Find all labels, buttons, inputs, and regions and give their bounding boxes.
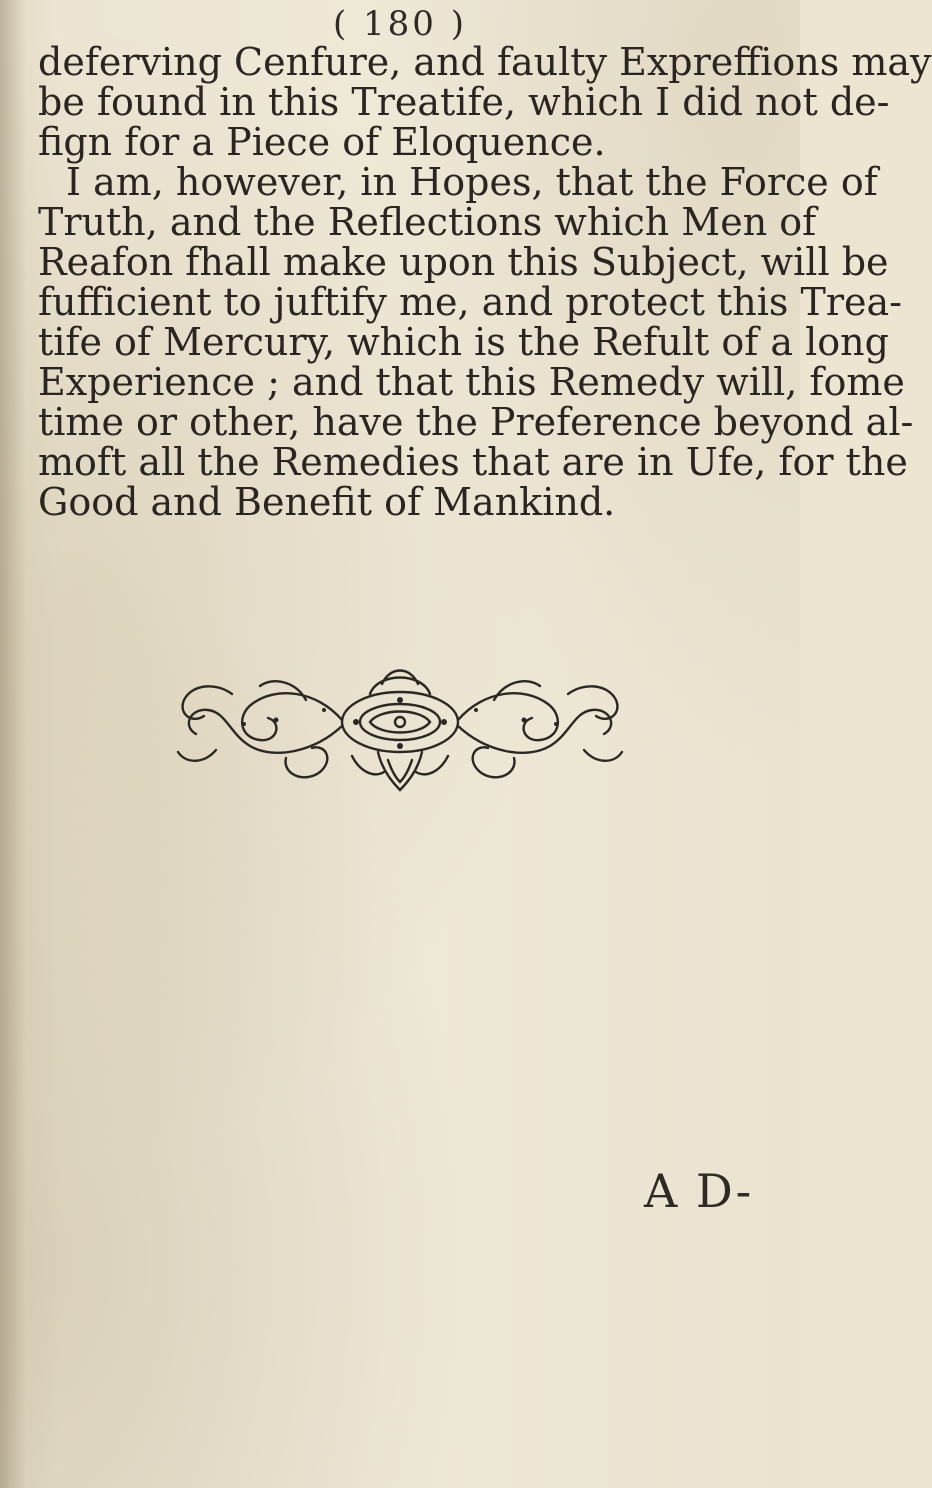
text-line: moft all the Remedies that are in Ufe, for the (38, 440, 908, 484)
text-line: Good and Benefit of Mankind. (38, 480, 616, 524)
text-line: be found in this Treatife, which I did not de- (38, 80, 890, 124)
text-line: Experience ; and that this Remedy will, fome (38, 360, 905, 404)
text-line: tife of Mercury, which is the Refult of a long (38, 320, 889, 364)
page-gutter-shadow (0, 0, 26, 1488)
catchword: A D- (644, 1164, 754, 1218)
text-line: fufficient to juftify me, and protect this Trea- (38, 280, 902, 324)
text-line: fign for a Piece of Eloquence. (38, 120, 606, 164)
text-line: Reafon fhall make upon this Subject, will be (38, 240, 889, 284)
body-text (38, 40, 932, 524)
text-line: deferving Cenfure, and faulty Expreffions may (38, 40, 932, 84)
page-number: ( 180 ) (332, 4, 468, 44)
text-line: I am, however, in Hopes, that the Force of (66, 160, 878, 204)
text-line: time or other, have the Preference beyond al- (38, 400, 914, 444)
text-line: Truth, and the Reflections which Men of (38, 200, 817, 244)
tailpiece-ornament-icon (156, 660, 644, 796)
